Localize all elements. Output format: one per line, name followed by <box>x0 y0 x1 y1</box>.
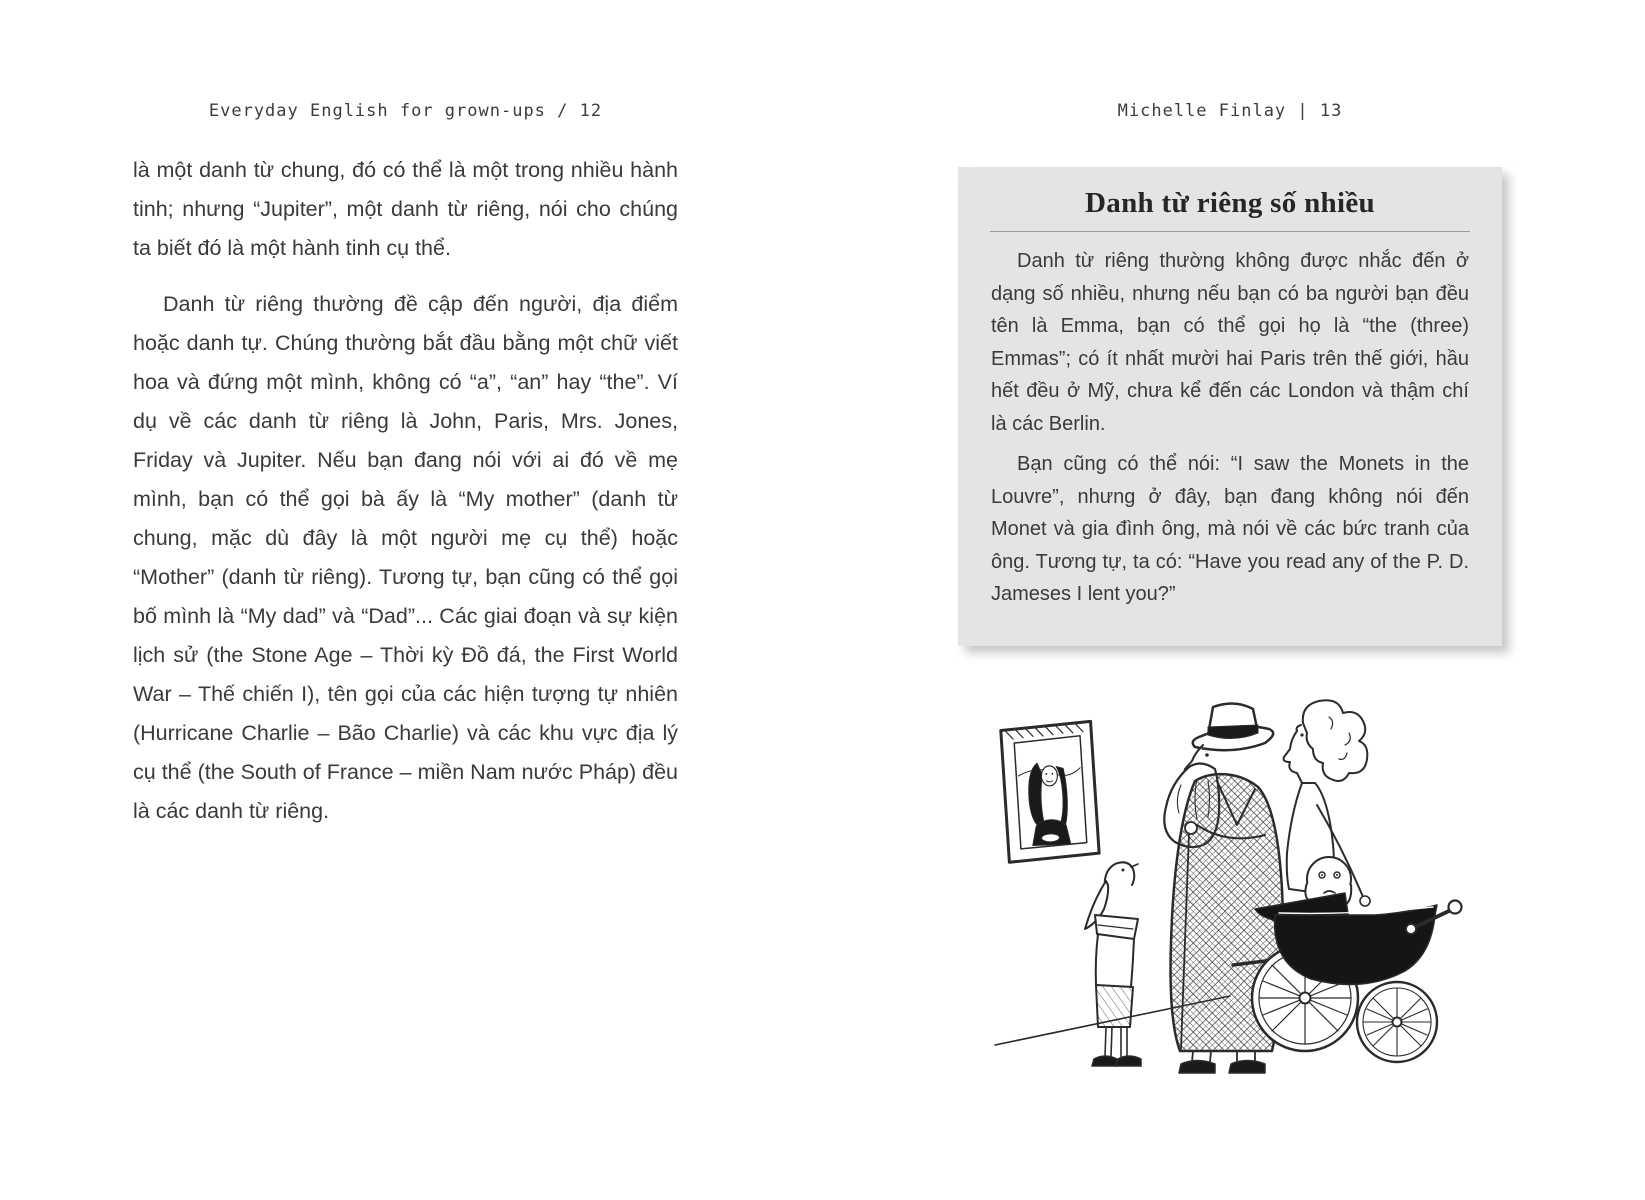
callout-divider <box>990 231 1470 232</box>
paragraph: Danh từ riêng thường đề cập đến người, địa điểm hoặc danh tự. Chúng thường bắt đầu bằng một chữ viết hoa và đứng một mình, không có “a”, “an” hay “the”. Ví dụ về các danh từ riêng là John, Paris, Mrs. Jones, Friday và Jupiter. Nếu bạn đang nói với ai đó về mẹ mình, bạn có thể gọi bà ấy là “My mother” (danh từ chung, mặc dù đây là một người mẹ cụ thể) hoặc “Mother” (danh từ riêng). Tương tự, bạn cũng có thể gọi bố mình là “My dad” và “Dad”... Các giai đoạn và sự kiện lịch sử (the Stone Age – Thời kỳ Đồ đá, the First World War – Thế chiến I), tên gọi của các hiện tượng tự nhiên (Hurricane Charlie – Bão Charlie) và các khu vực địa lý cụ thể (the South of France – miền Nam nước Pháp) đều là các danh từ riêng. <box>133 292 678 823</box>
paragraph: là một danh từ chung, đó có thể là một trong nhiều hành tinh; nhưng “Jupiter”, một danh từ riêng, nói cho chúng ta biết đó là một hành tinh cụ thể. <box>133 158 678 260</box>
paragraph: Danh từ riêng thường không được nhắc đến ở dạng số nhiều, nhưng nếu bạn có ba người bạn đều tên là Emma, bạn có thể gọi họ là “the (three) Emmas”; có ít nhất mười hai Paris trên thế giới, hầu hết đều ở Mỹ, chưa kể đến các London và thậm chí là các Berlin. <box>991 250 1469 435</box>
mona-lisa-painting <box>1001 721 1100 862</box>
callout-body-text <box>991 245 1469 611</box>
gallery-cartoon-drawing <box>945 663 1475 1078</box>
bearded-boy <box>1085 862 1141 1066</box>
paragraph: Bạn cũng có thể nói: “I saw the Monets in the Louvre”, nhưng ở đây, bạn đang không nói đến Monet và gia đình ông, mà nói về các bức tranh của ông. Tương tự, ta có: “Have you read any of the P. D. Jameses I lent you?” <box>991 453 1469 605</box>
gallery-cartoon-illustration <box>945 663 1475 1078</box>
pram-wheel-small <box>1357 982 1437 1062</box>
right-running-header: Michelle Finlay | 13 <box>1117 101 1343 121</box>
left-body-text <box>133 151 678 831</box>
callout-box <box>958 167 1502 646</box>
left-running-header: Everyday English for grown-ups / 12 <box>208 101 603 121</box>
callout-title: Danh từ riêng số nhiều <box>1085 187 1375 219</box>
